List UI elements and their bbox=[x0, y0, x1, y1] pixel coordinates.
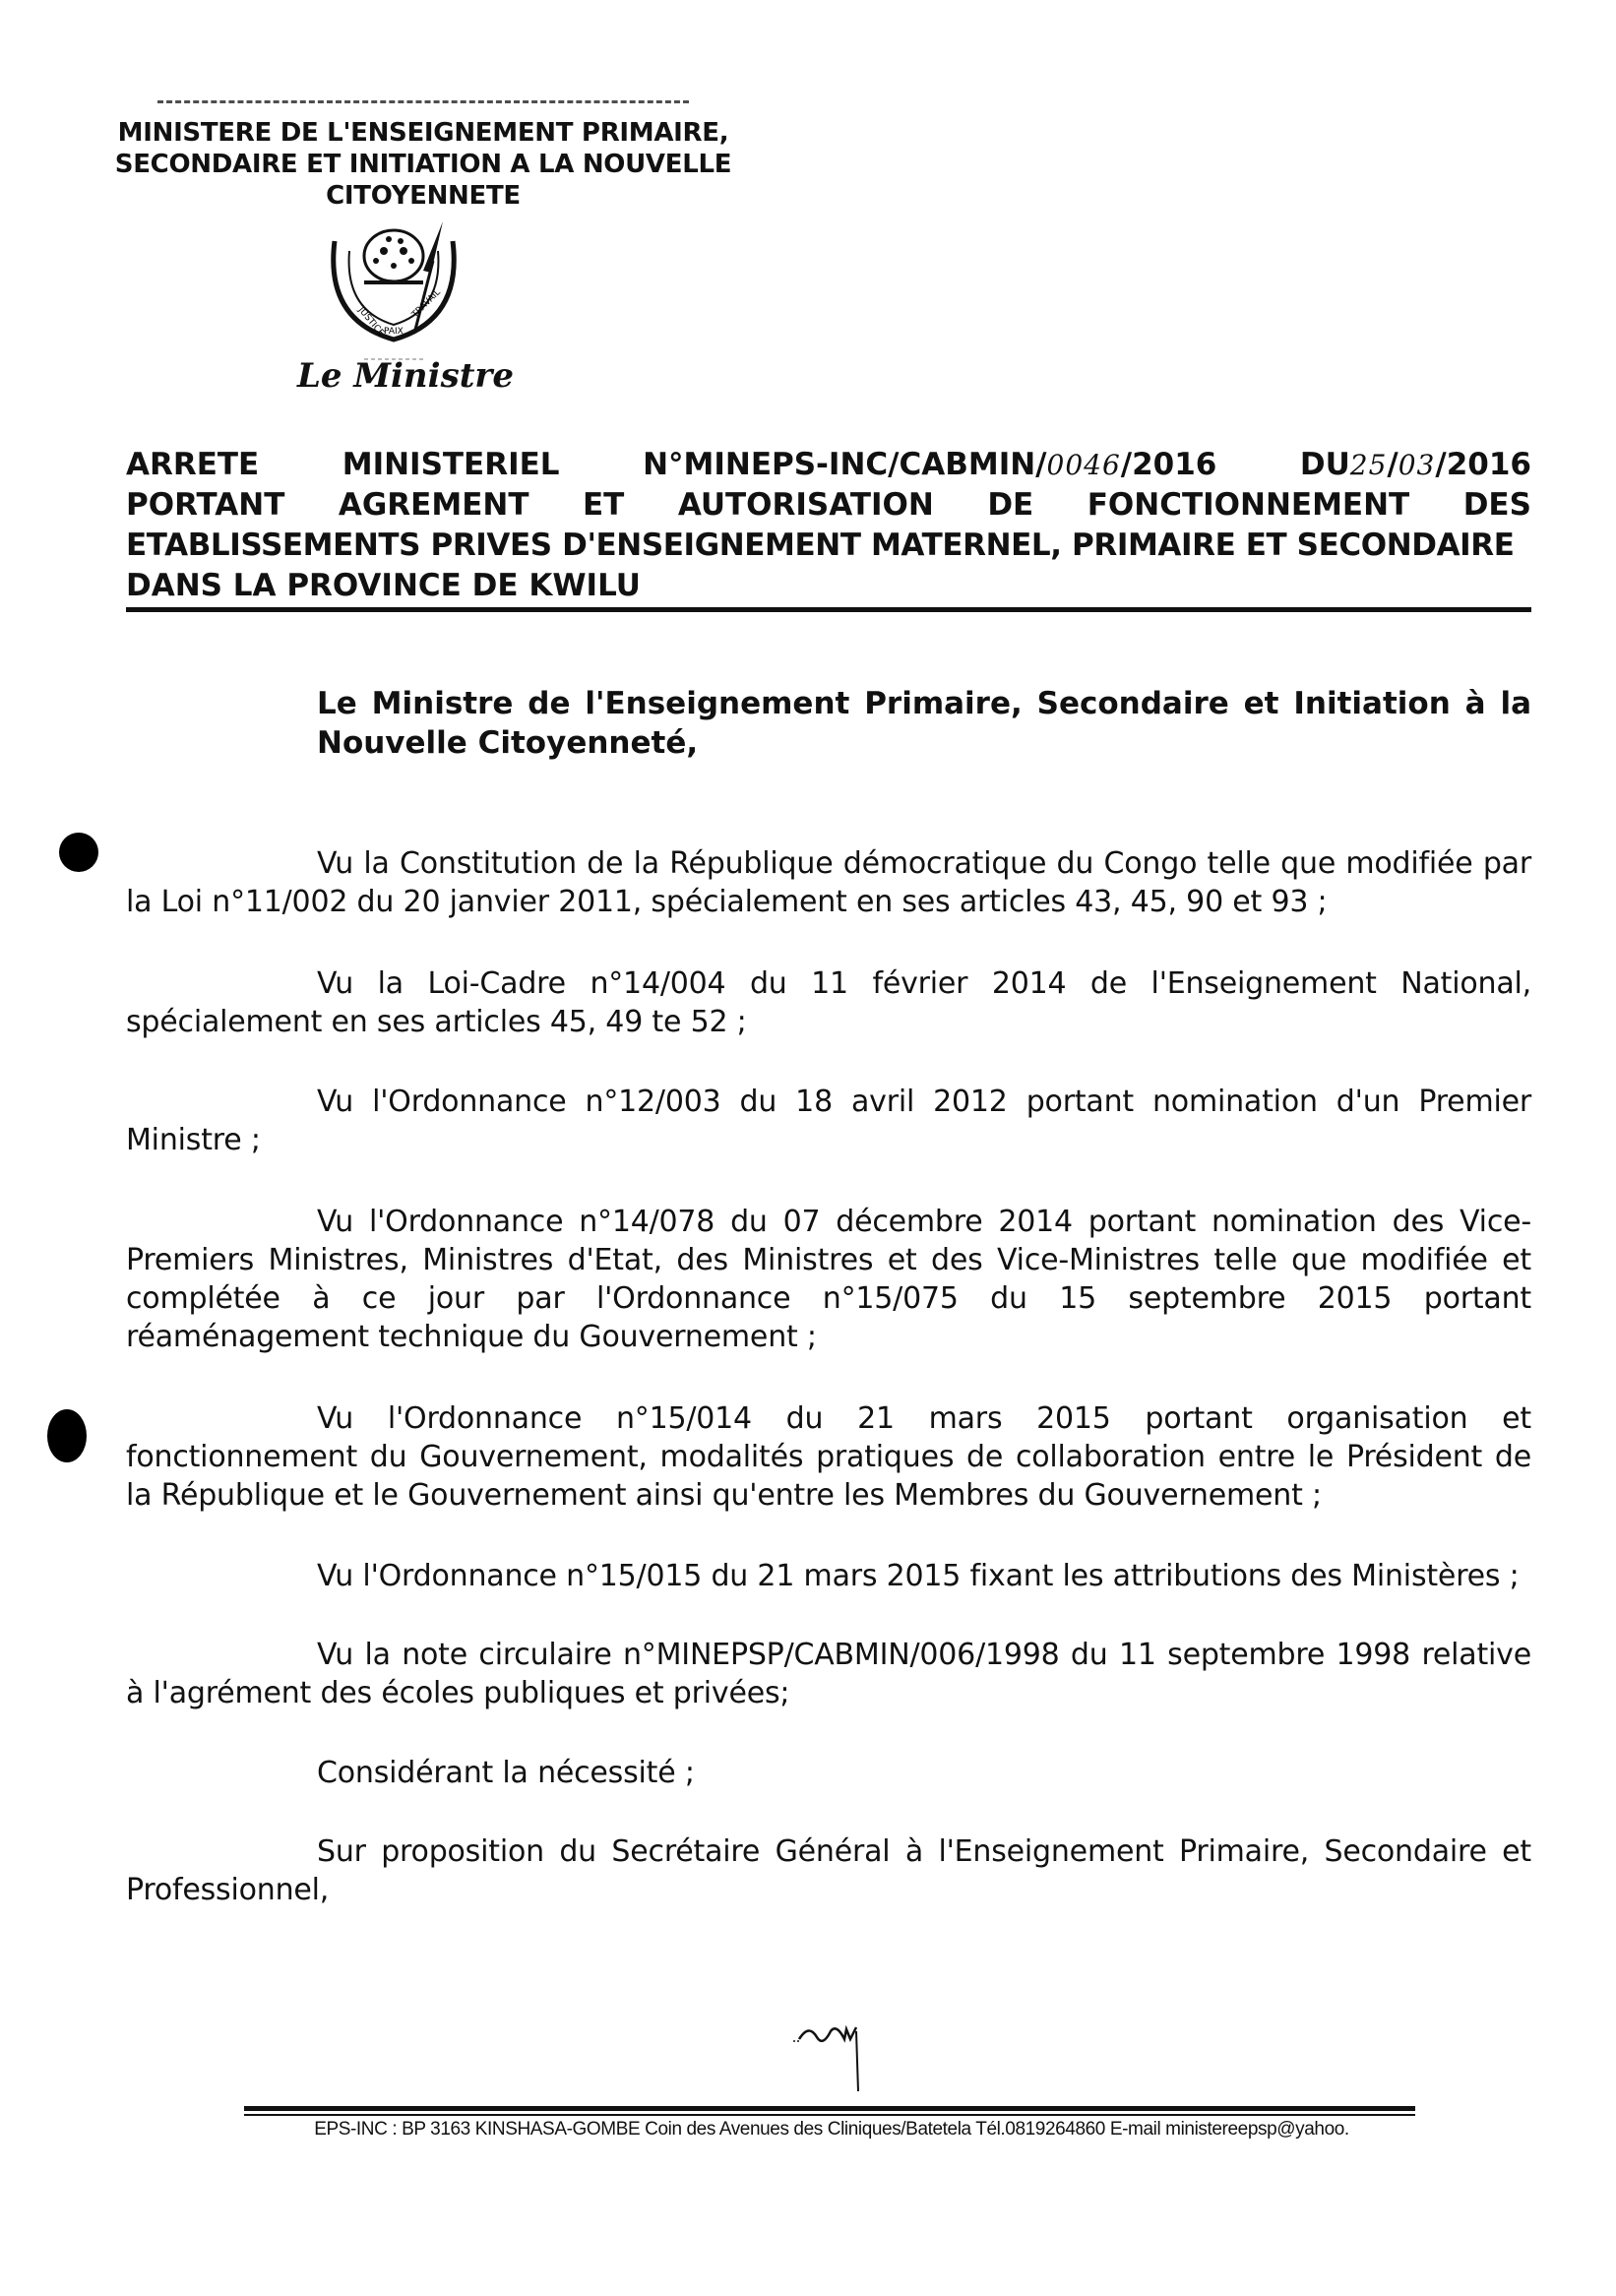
title-line-4: DANS LA PROVINCE DE KWILU bbox=[126, 568, 641, 603]
handwritten-initials-mark bbox=[787, 2017, 876, 2096]
reference-suffix: /2016 bbox=[1120, 447, 1217, 482]
considerant-paragraph bbox=[126, 844, 1531, 921]
considerant-paragraph bbox=[126, 1399, 1531, 1515]
footer-contact-info: EPS-INC : BP 3163 KINSHASA-GOMBE Coin des Avenues des Cliniques/Batetela Tél.0819264860 E-mail ministereepsp@yahoo. bbox=[314, 2119, 1349, 2140]
paragraph-text: Vu l'Ordonnance n°15/015 du 21 mars 2015 fixant les attributions des Ministères ; bbox=[317, 1559, 1520, 1593]
title-line-2-word: FONCTIONNEMENT bbox=[1087, 487, 1410, 523]
title-line-1 bbox=[126, 445, 1531, 485]
title-line-2-word: AGREMENT bbox=[338, 487, 529, 523]
paragraph-text: Vu la Constitution de la République démocratique du Congo telle que modifiée par la Loi n°11/002 du 20 janvier 2011, spécialement en ses articles 43, 45, 90 et 93 ; bbox=[126, 846, 1531, 919]
addressee-heading: Le Ministre de l'Enseignement Primaire, Secondaire et Initiation à la Nouvelle Citoyenneté, bbox=[317, 686, 1531, 761]
handwritten-date-day: 25 bbox=[1349, 449, 1388, 481]
decree-title bbox=[126, 445, 1531, 606]
considerant-paragraph bbox=[126, 1557, 1531, 1595]
paragraph-text: Vu l'Ordonnance n°12/003 du 18 avril 2012 portant nomination d'un Premier Ministre ; bbox=[126, 1085, 1531, 1157]
considerant-paragraph bbox=[126, 1203, 1531, 1356]
title-line-2 bbox=[126, 485, 1531, 526]
considerant-paragraph bbox=[126, 1754, 1531, 1792]
footer-rule bbox=[244, 2106, 1415, 2116]
emblem-motto-left: JUSTICE bbox=[355, 305, 386, 339]
org-line-1: MINISTERE DE L'ENSEIGNEMENT PRIMAIRE, bbox=[117, 118, 729, 148]
paragraph-text: Sur proposition du Secrétaire Général à l'Enseignement Primaire, Secondaire et Professionnel, bbox=[126, 1834, 1531, 1907]
title-underline-rule bbox=[126, 607, 1531, 612]
reference-prefix: N°MINEPS-INC/CABMIN/ bbox=[643, 447, 1047, 482]
org-line-2: SECONDAIRE ET INITIATION A LA NOUVELLE bbox=[114, 150, 732, 179]
considerant-paragraph bbox=[126, 1083, 1531, 1159]
considerant-paragraph bbox=[126, 1832, 1531, 1909]
title-line-2-word: DE bbox=[987, 487, 1034, 523]
header-strikethrough-line bbox=[157, 100, 689, 111]
paragraph-text: Vu l'Ordonnance n°15/014 du 21 mars 2015 portant organisation et fonctionnement du Gouvernement, modalités pratiques de collaboration entre le Président de la République et le Gouvernement ainsi qu'entre les Membres du Gouvernement ; bbox=[126, 1401, 1531, 1513]
title-line-2-word: PORTANT bbox=[126, 487, 285, 523]
emblem-motto-center: PAIX bbox=[384, 327, 404, 337]
title-line-2-word: ET bbox=[582, 487, 625, 523]
minister-signature-title: Le Ministre bbox=[297, 356, 514, 396]
emblem-motto-right: TRAVAIL bbox=[410, 287, 443, 321]
considerant-paragraph bbox=[126, 1636, 1531, 1712]
decree-reference bbox=[643, 445, 1216, 485]
punch-hole-mark bbox=[47, 1409, 87, 1462]
date-prefix: DU bbox=[1299, 447, 1350, 482]
footer-rule-thick bbox=[244, 2106, 1415, 2111]
paragraph-text: Vu la Loi-Cadre n°14/004 du 11 février 2014 de l'Enseignement National, spécialement en ses articles 45, 49 te 52 ; bbox=[126, 966, 1531, 1039]
title-word-ministeriel: MINISTERIEL bbox=[342, 447, 560, 482]
considerant-paragraph bbox=[126, 964, 1531, 1041]
paragraph-text: Vu l'Ordonnance n°14/078 du 07 décembre 2014 portant nomination des Vice-Premiers Ministres, Ministres d'Etat, des Ministres et des Vice-Ministres telle que modifiée et complétée à ce jour par l'Ordonnance n°15/075 du 15 septembre 2015 portant réaménagement technique du Gouvernement ; bbox=[126, 1205, 1531, 1354]
date-separator: / bbox=[1387, 447, 1398, 482]
punch-hole-mark bbox=[59, 833, 98, 872]
handwritten-reference-number: 0046 bbox=[1046, 449, 1121, 481]
date-suffix: /2016 bbox=[1435, 447, 1531, 482]
handwritten-date-month: 03 bbox=[1398, 449, 1436, 481]
title-line-2-word: DES bbox=[1462, 487, 1531, 523]
decree-date bbox=[1300, 445, 1531, 485]
title-line-3: ETABLISSEMENTS PRIVES D'ENSEIGNEMENT MATERNEL, PRIMAIRE ET SECONDAIRE bbox=[126, 527, 1515, 563]
coat-of-arms-emblem-icon bbox=[305, 212, 482, 369]
paragraph-text: Considérant la nécessité ; bbox=[317, 1756, 695, 1790]
title-line-2-word: AUTORISATION bbox=[677, 487, 934, 523]
header-organisation bbox=[98, 100, 748, 212]
paragraph-text: Vu la note circulaire n°MINEPSP/CABMIN/006/1998 du 11 septembre 1998 relative à l'agrément des écoles publiques et privées; bbox=[126, 1638, 1531, 1710]
footer-rule-thin bbox=[244, 2114, 1415, 2116]
org-line-3: CITOYENNETE bbox=[326, 181, 521, 211]
title-word-arrete: ARRETE bbox=[126, 447, 260, 482]
